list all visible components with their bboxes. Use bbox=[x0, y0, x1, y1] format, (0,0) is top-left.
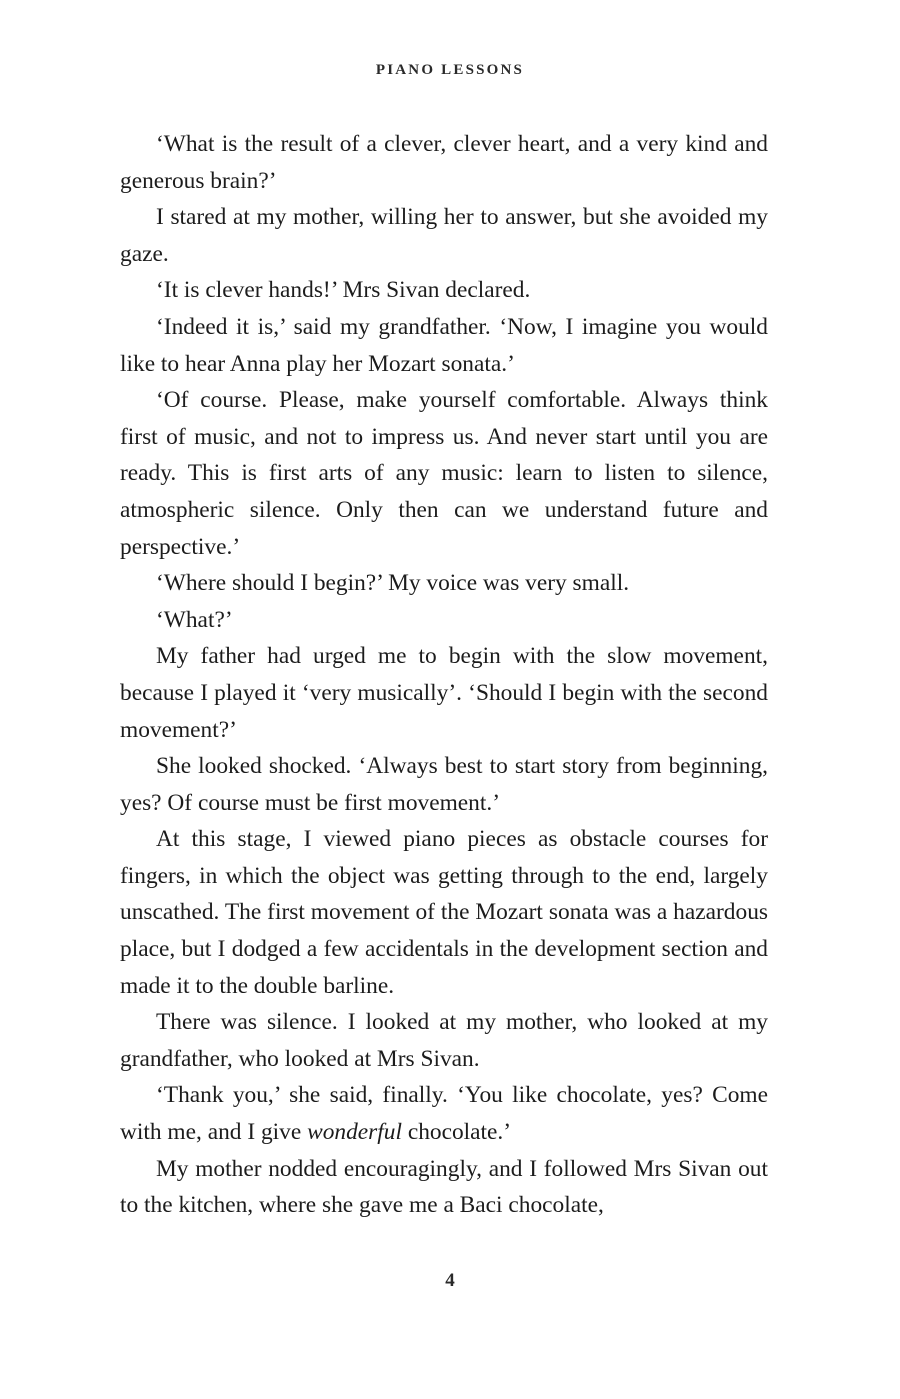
paragraph-text: ‘Thank you,’ she said, finally. ‘You like chocolate, yes? Come with me, and I give bbox=[120, 1082, 768, 1146]
paragraph-text: chocolate.’ bbox=[401, 1119, 512, 1146]
body-text bbox=[120, 126, 768, 1224]
paragraph: At this stage, I viewed piano pieces as obstacle courses for fingers, in which the object was getting through to the end, largely unscathed. The first movement of the Mozart sonata was a hazardous place, but I dodged a few accidentals in the development section and made it to the double barline. bbox=[120, 826, 768, 999]
paragraph: ‘It is clever hands!’ Mrs Sivan declared. bbox=[156, 277, 531, 304]
paragraph: My father had urged me to begin with the slow movement, because I played it ‘very musically’. ‘Should I begin with the second movement?’ bbox=[120, 643, 768, 743]
paragraph: I stared at my mother, willing her to answer, but she avoided my gaze. bbox=[120, 204, 768, 267]
paragraph: There was silence. I looked at my mother, who looked at my grandfather, who looked at Mrs Sivan. bbox=[120, 1009, 768, 1072]
paragraph: ‘What?’ bbox=[156, 606, 233, 633]
paragraph: ‘What is the result of a clever, clever heart, and a very kind and generous brain?’ bbox=[120, 131, 768, 194]
paragraph-final: My mother nodded encouragingly, and I followed Mrs Sivan out to the kitchen, where she gave me a Baci chocolate, bbox=[120, 1155, 768, 1219]
paragraph-chocolate bbox=[120, 1077, 768, 1150]
page-number: 4 bbox=[445, 1270, 455, 1291]
paragraph: ‘Where should I begin?’ My voice was very small. bbox=[156, 570, 630, 597]
paragraph: She looked shocked. ‘Always best to start story from beginning, yes? Of course must be first movement.’ bbox=[120, 753, 768, 816]
emphasis-text: wonderful bbox=[307, 1119, 402, 1146]
paragraph: ‘Of course. Please, make yourself comfortable. Always think first of music, and not to impress us. And never start until you are ready. This is first arts of any music: learn to listen to silence, atmospheric silence. Only then can we understand future and perspective.’ bbox=[120, 387, 768, 560]
running-head: PIANO LESSONS bbox=[375, 62, 525, 78]
paragraph: ‘Indeed it is,’ said my grandfather. ‘Now, I imagine you would like to hear Anna play her Mozart sonata.’ bbox=[120, 313, 768, 377]
